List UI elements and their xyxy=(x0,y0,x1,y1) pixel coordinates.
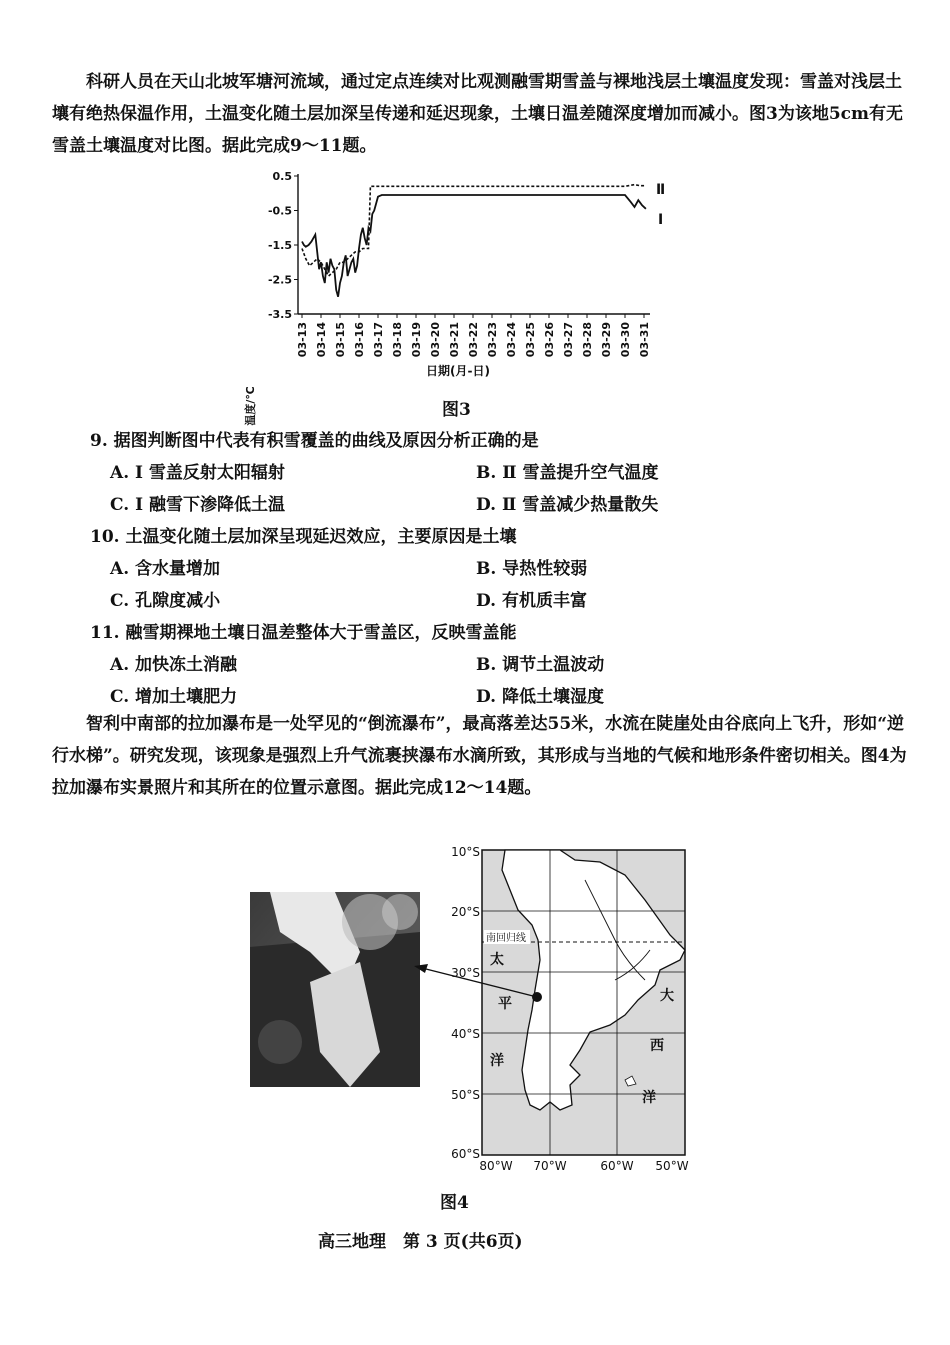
page-footer: 高三地理 第 3 页(共6页) xyxy=(318,1232,523,1252)
question-10-option-a[interactable]: A. 含水量增加 xyxy=(110,559,221,579)
lat-label-40s: 40°S xyxy=(451,1027,480,1041)
question-11-option-b[interactable]: B. 调节土温波动 xyxy=(476,655,605,675)
question-11-option-a[interactable]: A. 加快冻土消融 xyxy=(110,655,238,675)
question-10-option-c[interactable]: C. 孔隙度减小 xyxy=(110,591,221,611)
x-tick-label: 03-31 xyxy=(638,322,651,358)
intro-paragraph-1: 科研人员在天山北坡军塘河流域，通过定点连续对比观测融雪期雪盖与裸地浅层土壤温度发现：雪盖对浅层土壤有绝热保温作用，土温变化随土层加深呈传递和延迟现象，土壤日温差随深度增加而减小。图3为该地5cm有无雪盖土壤温度对比图。据此完成9～11题。 xyxy=(52,72,903,156)
atlantic-char-3: 洋 xyxy=(642,1090,656,1106)
y-tick-label: -3.5 xyxy=(267,308,292,321)
waterfall-photo xyxy=(250,892,420,1087)
question-11-option-d[interactable]: D. 降低土壤湿度 xyxy=(476,687,604,707)
x-tick-label: 03-13 xyxy=(296,322,309,358)
x-tick-label: 03-15 xyxy=(334,322,347,358)
lat-label-20s: 20°S xyxy=(451,905,480,919)
intro-paragraph-2: 智利中南部的拉加瀑布是一处罕见的“倒流瀑布”，最高落差达55米，水流在陡崖处由谷底向上飞升，形如“逆行水梯”。研究发现，该现象是强烈上升气流裹挟瀑布水滴所致，其形成与当地的气候和地形条件密切相关。图4为拉加瀑布实景照片和其所在的位置示意图。据此完成12～14题。 xyxy=(52,714,907,798)
x-tick-label: 03-18 xyxy=(391,322,404,358)
x-tick-label: 03-21 xyxy=(448,322,461,358)
y-tick-label: -0.5 xyxy=(267,204,292,218)
y-tick-label: -1.5 xyxy=(267,239,292,252)
figure-4-caption: 图4 xyxy=(440,1193,469,1213)
question-11-stem: 11. 融雪期裸地土壤日温差整体大于雪盖区，反映雪盖能 xyxy=(90,623,517,643)
question-10-option-b[interactable]: B. 导热性较弱 xyxy=(476,559,588,579)
x-tick-label: 03-14 xyxy=(315,322,328,358)
x-tick-label: 03-22 xyxy=(467,322,480,358)
x-tick-label: 03-28 xyxy=(581,322,594,358)
x-tick-label: 03-20 xyxy=(429,322,442,358)
question-9-option-d[interactable]: D. Ⅱ 雪盖减少热量散失 xyxy=(476,495,659,515)
x-tick-label: 03-17 xyxy=(372,322,385,358)
question-9-option-a[interactable]: A. Ⅰ 雪盖反射太阳辐射 xyxy=(110,463,285,483)
series-label-2: Ⅱ xyxy=(656,182,666,198)
pacific-char-1: 太 xyxy=(490,952,504,968)
series-1-line xyxy=(302,195,646,297)
lat-label-50s: 50°S xyxy=(451,1088,480,1102)
pacific-char-3: 洋 xyxy=(490,1053,504,1069)
x-tick-label: 03-29 xyxy=(600,322,613,358)
question-10-stem: 10. 土温变化随土层加深呈现延迟效应，主要原因是土壤 xyxy=(90,527,517,547)
tropic-of-capricorn-label: 南回归线 xyxy=(486,933,526,944)
x-tick-label: 03-24 xyxy=(505,322,518,358)
y-tick-label: 0.5 xyxy=(272,170,292,183)
x-tick-label: 03-16 xyxy=(353,322,366,358)
lon-label-50w: 50°W xyxy=(655,1159,689,1170)
x-tick-label: 03-23 xyxy=(486,322,499,358)
lon-label-80w: 80°W xyxy=(479,1159,513,1170)
lon-label-70w: 70°W xyxy=(533,1159,567,1170)
x-tick-label: 03-25 xyxy=(524,322,537,358)
lat-label-30s: 30°S xyxy=(451,966,480,980)
question-9-stem: 9. 据图判断图中代表有积雪覆盖的曲线及原因分析正确的是 xyxy=(90,431,539,451)
x-axis-label: 日期(月-日) xyxy=(426,364,490,378)
figure-3-caption: 图3 xyxy=(442,400,471,420)
x-tick-label: 03-19 xyxy=(410,322,423,358)
atlantic-char-1: 大 xyxy=(660,988,674,1004)
question-11-option-c[interactable]: C. 增加土壤肥力 xyxy=(110,687,238,707)
pointer-arrow xyxy=(410,955,550,1015)
y-axis-label: 温度/℃ xyxy=(244,386,257,426)
question-9-option-b[interactable]: B. Ⅱ 雪盖提升空气温度 xyxy=(476,463,659,483)
atlantic-char-2: 西 xyxy=(650,1038,664,1054)
question-10-option-d[interactable]: D. 有机质丰富 xyxy=(476,591,587,611)
question-9-option-c[interactable]: C. Ⅰ 融雪下渗降低土温 xyxy=(110,495,285,515)
lat-label-10s: 10°S xyxy=(451,845,480,859)
series-label-1: Ⅰ xyxy=(658,212,664,228)
lon-label-60w: 60°W xyxy=(600,1159,634,1170)
y-tick-label: -2.5 xyxy=(267,273,292,287)
x-tick-label: 03-30 xyxy=(619,322,632,358)
x-tick-label: 03-27 xyxy=(562,322,575,358)
pacific-char-2: 平 xyxy=(498,996,512,1012)
x-tick-label: 03-26 xyxy=(543,322,556,358)
lat-label-60s: 60°S xyxy=(451,1147,480,1161)
